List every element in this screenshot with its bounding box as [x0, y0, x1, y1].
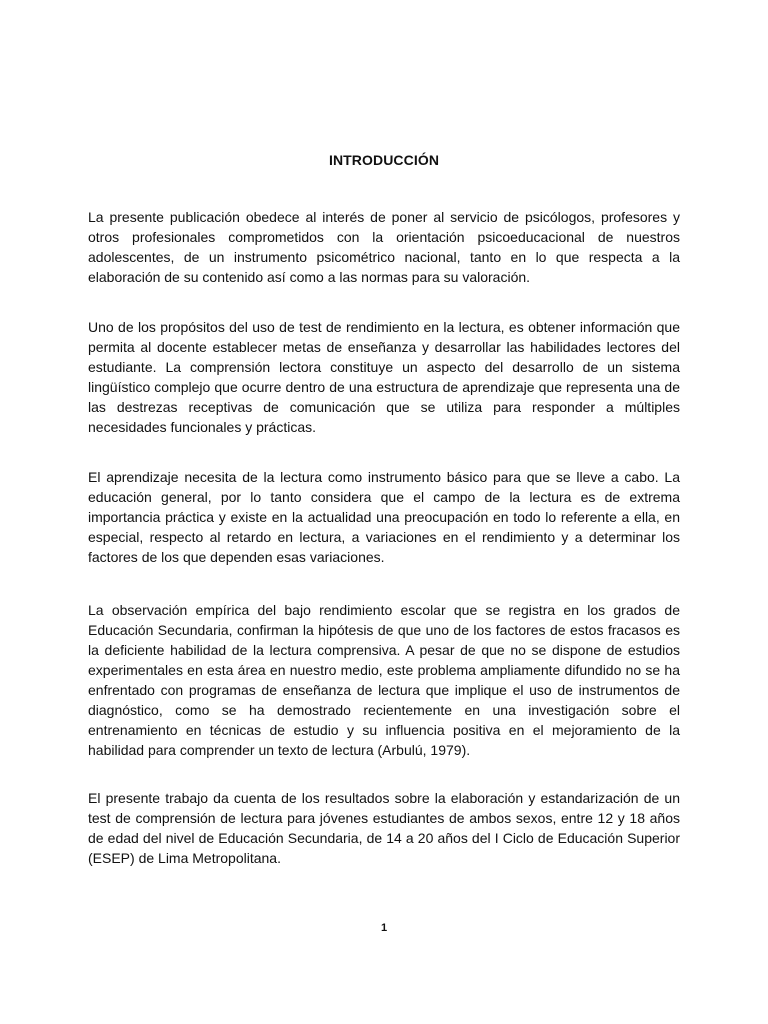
paragraph-5: El presente trabajo da cuenta de los resultados sobre la elaboración y estandarización de un test de comprensión de lectura para jóvenes estudiantes de ambos sexos, entre 12 y 18 años de edad del nivel de Educación Secundaria, de 14 a 20 años del I Ciclo de Educación Superior (ESEP) de Lima Metropolitana.	[88, 790, 680, 866]
page-title: INTRODUCCIÓN	[328, 152, 440, 168]
paragraph-3: El aprendizaje necesita de la lectura como instrumento básico para que se lleve a cabo. La educación general, por lo tanto considera que el campo de la lectura es de extrema importancia práctica y existe en la actualidad una preocupación en todo lo referente a ella, en especial, respecto al retardo en lectura, a variaciones en el rendimiento y a determinar los factores de los que dependen esas variaciones.	[88, 469, 680, 565]
paragraph-2: Uno de los propósitos del uso de test de rendimiento en la lectura, es obtener información que permita al docente establecer metas de enseñanza y desarrollar las habilidades lectores del estudiante. La comprensión lectora constituye un aspecto del desarrollo de un sistema lingüístico complejo que ocurre dentro de una estructura de aprendizaje que representa una de las destrezas receptivas de comunicación que se utiliza para responder a múltiples necesidades funcionales y prácticas.	[88, 319, 680, 435]
paragraph-4: La observación empírica del bajo rendimiento escolar que se registra en los grados de Educación Secundaria, confirman la hipótesis de que uno de los factores de estos fracasos es la deficiente habilidad de la lectura comprensiva. A pesar de que no se dispone de estudios experimentales en esta área en nuestro medio, este problema ampliamente difundido no se ha enfrentado con programas de enseñanza de lectura que implique el uso de instrumentos de diagnóstico, como se ha demostrado recientemente en una investigación sobre el entrenamiento en técnicas de estudio y su influencia positiva en el mejoramiento de la habilidad para comprender un texto de lectura (Arbulú, 1979).	[88, 602, 680, 758]
page-number: 1	[380, 922, 388, 934]
paragraph-1: La presente publicación obedece al interés de poner al servicio de psicólogos, profesores y otros profesionales comprometidos con la orientación psicoeducacional de nuestros adolescentes, de un instrumento psicométrico nacional, tanto en lo que respecta a la elaboración de su contenido así como a las normas para su valoración.	[88, 209, 680, 285]
